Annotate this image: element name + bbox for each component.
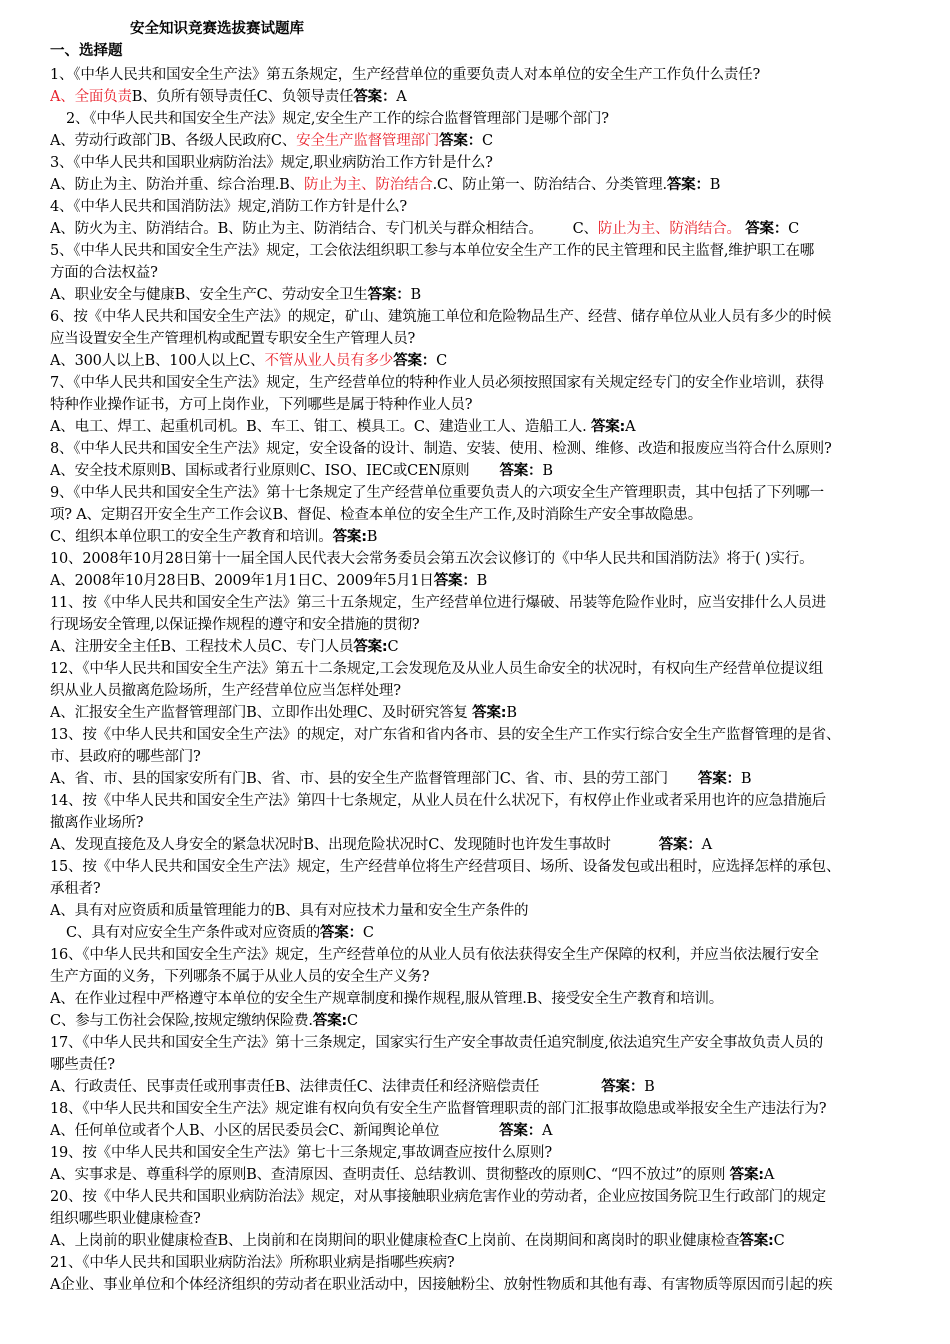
answer-label: 答案： bbox=[697, 771, 741, 787]
line-text: C、 bbox=[572, 221, 598, 237]
highlighted-answer-option: A、全面负责 bbox=[50, 89, 132, 105]
text-line bbox=[50, 680, 924, 702]
line-text: 5、《中华人民共和国安全生产法》规定，工会依法组织职工参与本单位安全生产工作的民主管理和民主监督,维护职工在哪 bbox=[50, 243, 815, 259]
line-text: C bbox=[362, 925, 374, 941]
text-line bbox=[50, 460, 924, 482]
document-title: 安全知识竞赛选拔赛试题库 bbox=[130, 21, 304, 37]
text-line bbox=[50, 746, 924, 768]
line-text: 15、按《中华人民共和国安全生产法》规定，生产经营单位将生产经营项目、场所、设备发包或出租时，应选择怎样的承包、 bbox=[50, 859, 841, 875]
answer-label: 答案： bbox=[745, 221, 789, 237]
line-text: 应当设置安全生产管理机构或配置专职安全生产管理人员? bbox=[50, 331, 416, 347]
text-line bbox=[50, 1098, 924, 1120]
line-text: A bbox=[701, 837, 712, 853]
line-text: 撤离作业场所? bbox=[50, 815, 144, 831]
text-line bbox=[50, 108, 924, 130]
line-text: A、具有对应资质和质量管理能力的B、具有对应技术力量和安全生产条件的 bbox=[50, 903, 529, 919]
text-line bbox=[50, 768, 924, 790]
answer-label: 答案: bbox=[312, 1013, 348, 1029]
text-line bbox=[50, 1032, 924, 1054]
line-text: A、防火为主、防消结合。B、防止为主、防消结合、专门机关与群众相结合。 bbox=[50, 221, 543, 237]
line-text: B bbox=[410, 287, 421, 303]
line-text: 哪些责任? bbox=[50, 1057, 115, 1073]
line-text: 8、《中华人民共和国安全生产法》规定，安全设备的设计、制造、安装、使用、检测、维修、改造和报废应当符合什么原则? bbox=[50, 441, 832, 457]
line-text: A、省、市、县的国家安所有门B、省、市、县的安全生产监督管理部门C、省、市、县的劳工部门 bbox=[50, 771, 668, 787]
text-line bbox=[50, 878, 924, 900]
text-line bbox=[50, 658, 924, 680]
text-line bbox=[50, 1076, 924, 1098]
text-line bbox=[50, 1120, 924, 1142]
line-text: 项? A、定期召开安全生产工作会议B、督促、检查本单位的安全生产工作,及时消除生产安全事故隐患。 bbox=[50, 507, 703, 523]
line-text: C bbox=[773, 1233, 785, 1249]
text-line bbox=[50, 944, 924, 966]
text-line bbox=[50, 1054, 924, 1076]
text-line bbox=[50, 526, 924, 548]
text-line bbox=[50, 482, 924, 504]
line-text: B bbox=[476, 573, 488, 589]
text-line bbox=[50, 174, 924, 196]
line-text: B bbox=[644, 1079, 655, 1095]
text-line bbox=[50, 1208, 924, 1230]
answer-label: 答案： bbox=[499, 463, 543, 479]
answer-label: 答案： bbox=[439, 133, 483, 149]
line-text: A、劳动行政部门B、各级人民政府C、 bbox=[50, 133, 297, 149]
line-text: C bbox=[436, 353, 447, 369]
text-line bbox=[50, 262, 924, 284]
line-text: A、电工、焊工、起重机司机。B、车工、钳工、模具工。C、建造业工人、造船工人. bbox=[50, 419, 591, 435]
line-text: A企业、事业单位和个体经济组织的劳动者在职业活动中，因接触粉尘、放射性物质和其他有毒、有害物质等原因而引起的疾 bbox=[50, 1277, 833, 1293]
line-text: 11、按《中华人民共和国安全生产法》第三十五条规定，生产经营单位进行爆破、吊装等危险作业时，应当安排什么人员进 bbox=[50, 595, 826, 611]
highlighted-answer-option: 防止为主、防消结合。 bbox=[597, 221, 741, 237]
text-line bbox=[50, 1164, 924, 1186]
text-line bbox=[50, 1252, 924, 1274]
text-line bbox=[50, 130, 924, 152]
text-line bbox=[50, 1274, 924, 1296]
line-text: 承租者? bbox=[50, 881, 101, 897]
line-text: 2、《中华人民共和国安全生产法》规定,安全生产工作的综合监督管理部门是哪个部门? bbox=[66, 111, 609, 127]
line-text: A bbox=[542, 1123, 553, 1139]
highlighted-answer-option: 不管从业人员有多少 bbox=[264, 353, 394, 369]
line-text: C bbox=[387, 639, 399, 655]
line-text: B bbox=[709, 177, 721, 193]
line-text: C bbox=[347, 1013, 358, 1029]
text-line bbox=[50, 966, 924, 988]
line-text: .C、防止第一、防治结合、分类管理. bbox=[432, 177, 667, 193]
answer-label: 答案: bbox=[729, 1167, 764, 1183]
line-text: 10、2008年10月28日第十一届全国人民代表大会常务委员会第五次会议修订的《中华人民共和国消防法》将于( )实行。 bbox=[50, 551, 814, 567]
text-line bbox=[50, 724, 924, 746]
answer-label: 答案： bbox=[666, 177, 710, 193]
text-line bbox=[50, 790, 924, 812]
text-line bbox=[50, 812, 924, 834]
line-text: 9、《中华人民共和国安全生产法》第十七条规定了生产经营单位重要负责人的六项安全生产管理职责，其中包括了下列哪一 bbox=[50, 485, 824, 501]
text-line bbox=[50, 196, 924, 218]
line-text: C、具有对应安全生产条件或对应资质的 bbox=[66, 925, 320, 941]
answer-label: 答案: bbox=[739, 1233, 774, 1249]
text-line bbox=[50, 438, 924, 460]
section-heading: 一、选择题 bbox=[50, 43, 123, 59]
text-line bbox=[50, 1186, 924, 1208]
text-line bbox=[50, 64, 924, 86]
line-text: 14、按《中华人民共和国安全生产法》第四十七条规定，从业人员在什么状况下，有权停止作业或者采用也许的应急措施后 bbox=[50, 793, 826, 809]
text-line bbox=[50, 416, 924, 438]
line-text: A、在作业过程中严格遵守本单位的安全生产规章制度和操作规程,服从管理.B、接受安全生产教育和培训。 bbox=[50, 991, 724, 1007]
line-text: B bbox=[506, 705, 517, 721]
text-line bbox=[50, 394, 924, 416]
line-text: 方面的合法权益? bbox=[50, 265, 158, 281]
line-text: B、负所有领导责任C、负领导责任 bbox=[131, 89, 354, 105]
line-text: A、安全技术原则B、国标或者行业原则C、ISO、IEC或CEN原则 bbox=[50, 463, 470, 479]
line-text: 织从业人员撤离危险场所，生产经营单位应当怎样处理? bbox=[50, 683, 401, 699]
text-line bbox=[50, 922, 924, 944]
line-text: A、行政责任、民事责任或刑事责任B、法律责任C、法律责任和经济赔偿责任 bbox=[50, 1079, 540, 1095]
line-text: C、参与工伤社会保险,按规定缴纳保险费. bbox=[50, 1013, 313, 1029]
answer-label: 答案: bbox=[472, 705, 507, 721]
line-text: C bbox=[788, 221, 800, 237]
answer-label: 答案： bbox=[433, 573, 477, 589]
line-text: A、上岗前的职业健康检查B、上岗前和在岗期间的职业健康检查C上岗前、在岗期间和离岗时的职业健康检查 bbox=[50, 1233, 740, 1249]
text-line bbox=[50, 306, 924, 328]
line-text: 13、按《中华人民共和国安全生产法》的规定，对广东省和省内各市、县的安全生产工作实行综合安全生产监督管理的是省、 bbox=[50, 727, 841, 743]
text-line bbox=[50, 372, 924, 394]
answer-label: 答案： bbox=[601, 1079, 645, 1095]
answer-label: 答案： bbox=[393, 353, 437, 369]
line-text: 行现场安全管理,以保证操作规程的遵守和安全措施的贯彻? bbox=[50, 617, 420, 633]
text-line bbox=[50, 284, 924, 306]
text-line bbox=[50, 218, 924, 240]
question-list bbox=[50, 64, 924, 1296]
text-line bbox=[50, 328, 924, 350]
line-text: 21、《中华人民共和国职业病防治法》所称职业病是指哪些疾病? bbox=[50, 1255, 455, 1271]
answer-label: 答案： bbox=[320, 925, 363, 941]
answer-label: 答案: bbox=[332, 529, 367, 545]
text-line bbox=[50, 350, 924, 372]
line-text: 3、《中华人民共和国职业病防治法》规定,职业病防治工作方针是什么? bbox=[50, 155, 493, 171]
text-line bbox=[50, 592, 924, 614]
line-text: A、2008年10月28日B、2009年1月1日C、2009年5月1日 bbox=[50, 573, 434, 589]
line-text: A、注册安全主任B、工程技术人员C、专门人员 bbox=[50, 639, 354, 655]
line-text: A、300人以上B、100人以上C、 bbox=[50, 353, 265, 369]
answer-label: 答案： bbox=[367, 287, 411, 303]
line-text: B bbox=[366, 529, 378, 545]
text-line bbox=[50, 1142, 924, 1164]
text-line bbox=[50, 636, 924, 658]
line-text: A、实事求是、尊重科学的原则B、查清原因、查明责任、总结教训、贯彻整改的原则C、“四不放过”的原则 bbox=[50, 1167, 730, 1183]
line-text: B bbox=[542, 463, 553, 479]
line-text: B bbox=[740, 771, 752, 787]
line-text: 1、《中华人民共和国安全生产法》第五条规定，生产经营单位的重要负责人对本单位的安全生产工作负什么责任? bbox=[50, 67, 761, 83]
line-text: A bbox=[763, 1167, 775, 1183]
line-text: C bbox=[482, 133, 493, 149]
text-line bbox=[50, 548, 924, 570]
line-text: A bbox=[625, 419, 636, 435]
line-text: 17、《中华人民共和国安全生产法》第十三条规定，国家实行生产安全事故责任追究制度,依法追究生产安全事故负责人员的 bbox=[50, 1035, 824, 1051]
line-text: 4、《中华人民共和国消防法》规定,消防工作方针是什么? bbox=[50, 199, 407, 215]
text-line bbox=[50, 570, 924, 592]
answer-label: 答案： bbox=[353, 89, 397, 105]
line-text: 20、按《中华人民共和国职业病防治法》规定，对从事接触职业病危害作业的劳动者，企业应按国务院卫生行政部门的规定 bbox=[50, 1189, 826, 1205]
answer-label: 答案： bbox=[658, 837, 702, 853]
answer-label: 答案: bbox=[353, 639, 388, 655]
answer-label: 答案: bbox=[590, 419, 626, 435]
line-text: 6、按《中华人民共和国安全生产法》的规定，矿山、建筑施工单位和危险物品生产、经营、储存单位从业人员有多少的时候 bbox=[50, 309, 832, 325]
text-line bbox=[50, 504, 924, 526]
text-line bbox=[50, 240, 924, 262]
line-text: A、防止为主、防治并重、综合治理.B、 bbox=[50, 177, 304, 193]
answer-label: 答案： bbox=[499, 1123, 543, 1139]
highlighted-answer-option: 防止为主、防治结合 bbox=[303, 177, 433, 193]
line-text: 7、《中华人民共和国安全生产法》规定，生产经营单位的特种作业人员必须按照国家有关规定经专门的安全作业培训，获得 bbox=[50, 375, 824, 391]
line-text: 12、《中华人民共和国安全生产法》第五十二条规定,工会发现危及从业人员生命安全的状况时，有权向生产经营单位提议组 bbox=[50, 661, 824, 677]
line-text: A、汇报安全生产监督管理部门B、立即作出处理C、及时研究答复 bbox=[50, 705, 473, 721]
line-text: 18、《中华人民共和国安全生产法》规定谁有权向负有安全生产监督管理职责的部门汇报事故隐患或举报安全生产违法行为? bbox=[50, 1101, 827, 1117]
text-line bbox=[50, 86, 924, 108]
line-text: A、任何单位或者个人B、小区的居民委员会C、新闻舆论单位 bbox=[50, 1123, 440, 1139]
line-text: 特种作业操作证书，方可上岗作业，下列哪些是属于特种作业人员? bbox=[50, 397, 473, 413]
line-text: 生产方面的义务，下列哪条不属于从业人员的安全生产义务? bbox=[50, 969, 430, 985]
line-text: 组织哪些职业健康检查? bbox=[50, 1211, 201, 1227]
line-text: 市、县政府的哪些部门? bbox=[50, 749, 201, 765]
text-line bbox=[50, 1230, 924, 1252]
text-line bbox=[50, 988, 924, 1010]
text-line bbox=[50, 614, 924, 636]
text-line bbox=[50, 900, 924, 922]
text-line bbox=[50, 152, 924, 174]
text-line bbox=[50, 1010, 924, 1032]
line-text: 19、按《中华人民共和国安全生产法》第七十三条规定,事故调查应按什么原则? bbox=[50, 1145, 552, 1161]
line-text: A、发现直接危及人身安全的紧急状况时B、出现危险状况时C、发现随时也许发生事故时 bbox=[50, 837, 611, 853]
text-line bbox=[50, 834, 924, 856]
line-text: A bbox=[396, 89, 407, 105]
line-text: C、组织本单位职工的安全生产教育和培训。 bbox=[50, 529, 333, 545]
text-line bbox=[50, 702, 924, 724]
line-text: 16、《中华人民共和国安全生产法》规定，生产经营单位的从业人员有依法获得安全生产保障的权利，并应当依法履行安全 bbox=[50, 947, 819, 963]
line-text: A、职业安全与健康B、安全生产C、劳动安全卫生 bbox=[50, 287, 368, 303]
text-line bbox=[50, 856, 924, 878]
highlighted-answer-option: 安全生产监督管理部门 bbox=[296, 133, 440, 149]
